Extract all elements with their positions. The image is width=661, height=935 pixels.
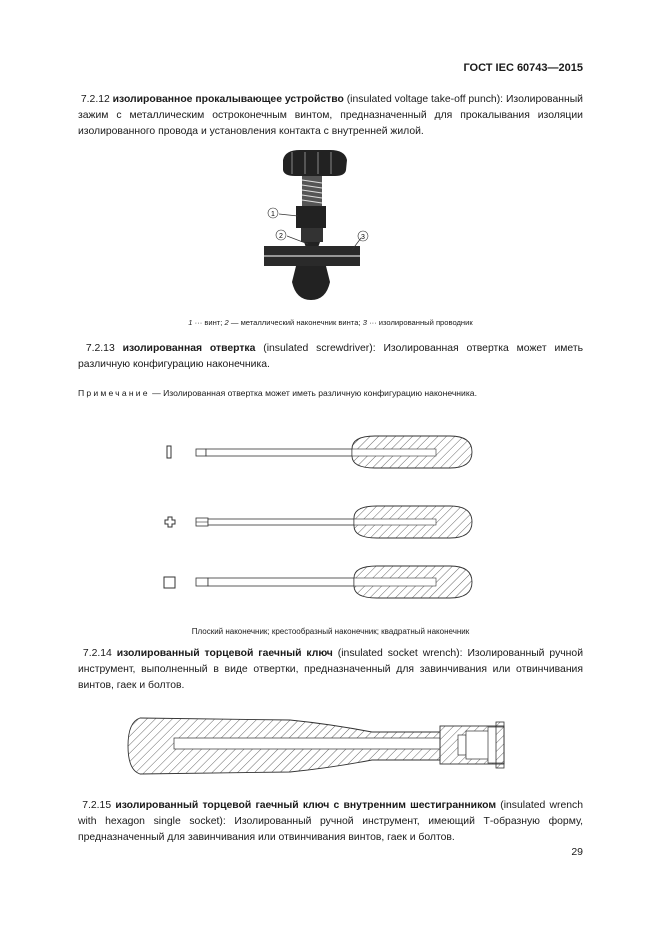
caption-text: — металлический наконечник винта;: [228, 318, 363, 327]
note-text: — Изолированная отвертка может иметь различную конфигурацию наконечника.: [149, 388, 477, 398]
section-number: 7.2.14: [82, 648, 112, 659]
section-text: Изолированный зажим с металлическим остроконечным винтом, предназначенный для прокалывания изоляции изолированного провода и установления контакта с внутренней жилой.: [78, 94, 583, 138]
caption-num: 1: [188, 318, 193, 327]
caption-num: 3: [362, 318, 367, 327]
callout-1: 1: [271, 211, 275, 218]
cross-tip-icon: [165, 517, 175, 527]
section-text: Изолированная отвертка может иметь различную конфигурацию наконечника.: [78, 343, 583, 371]
figure-punch-caption: [78, 318, 583, 327]
section-7-2-13: [78, 341, 583, 373]
square-tip-icon: [164, 577, 175, 588]
section-7-2-15: [78, 798, 583, 847]
caption-text: ··· винт;: [192, 318, 225, 327]
section-english: (insulated wrench with hexagon single socket):: [78, 800, 584, 828]
callout-3: 3: [361, 234, 365, 241]
caption-text: ··· изолированный проводник: [366, 318, 473, 327]
note-label: Примечание: [78, 388, 150, 398]
section-english: (insulated voltage take-off punch):: [346, 94, 504, 105]
section-term: изолированное прокалывающее устройство: [112, 94, 344, 105]
figure-screwdrivers-caption: Плоский наконечник; крестообразный наконечник; квадратный наконечник: [191, 627, 470, 636]
section-7-2-14: [78, 646, 583, 695]
section-7-2-12: [78, 92, 583, 141]
caption-num: 2: [224, 318, 229, 327]
section-text: Изолированный ручной инструмент, имеющий Т-образную форму, предназначенный для завинчивания или отвинчивания винтов, гаек и болтов.: [78, 816, 583, 844]
section-english: (insulated socket wrench):: [337, 648, 463, 659]
section-term: изолированный торцевой гаечный ключ: [116, 648, 333, 659]
section-term: изолированная отвертка: [122, 343, 256, 354]
section-number: 7.2.15: [82, 800, 112, 811]
section-text: Изолированный ручной инструмент, выполненный в виде отвертки, предназначенный для завинчивания или отвинчивания винтов, гаек и болтов.: [78, 648, 584, 692]
flat-tip-icon: [167, 446, 171, 458]
section-term: изолированный торцевой гаечный ключ с внутренним шестигранником: [115, 800, 497, 811]
section-number: 7.2.12: [80, 94, 110, 105]
document-header: ГОСТ IEC 60743—2015: [463, 62, 583, 74]
section-number: 7.2.13: [85, 343, 115, 354]
note: [78, 388, 477, 398]
page-number: 29: [571, 846, 583, 858]
callout-2: 2: [279, 233, 283, 240]
section-english: (insulated screwdriver):: [263, 343, 376, 354]
